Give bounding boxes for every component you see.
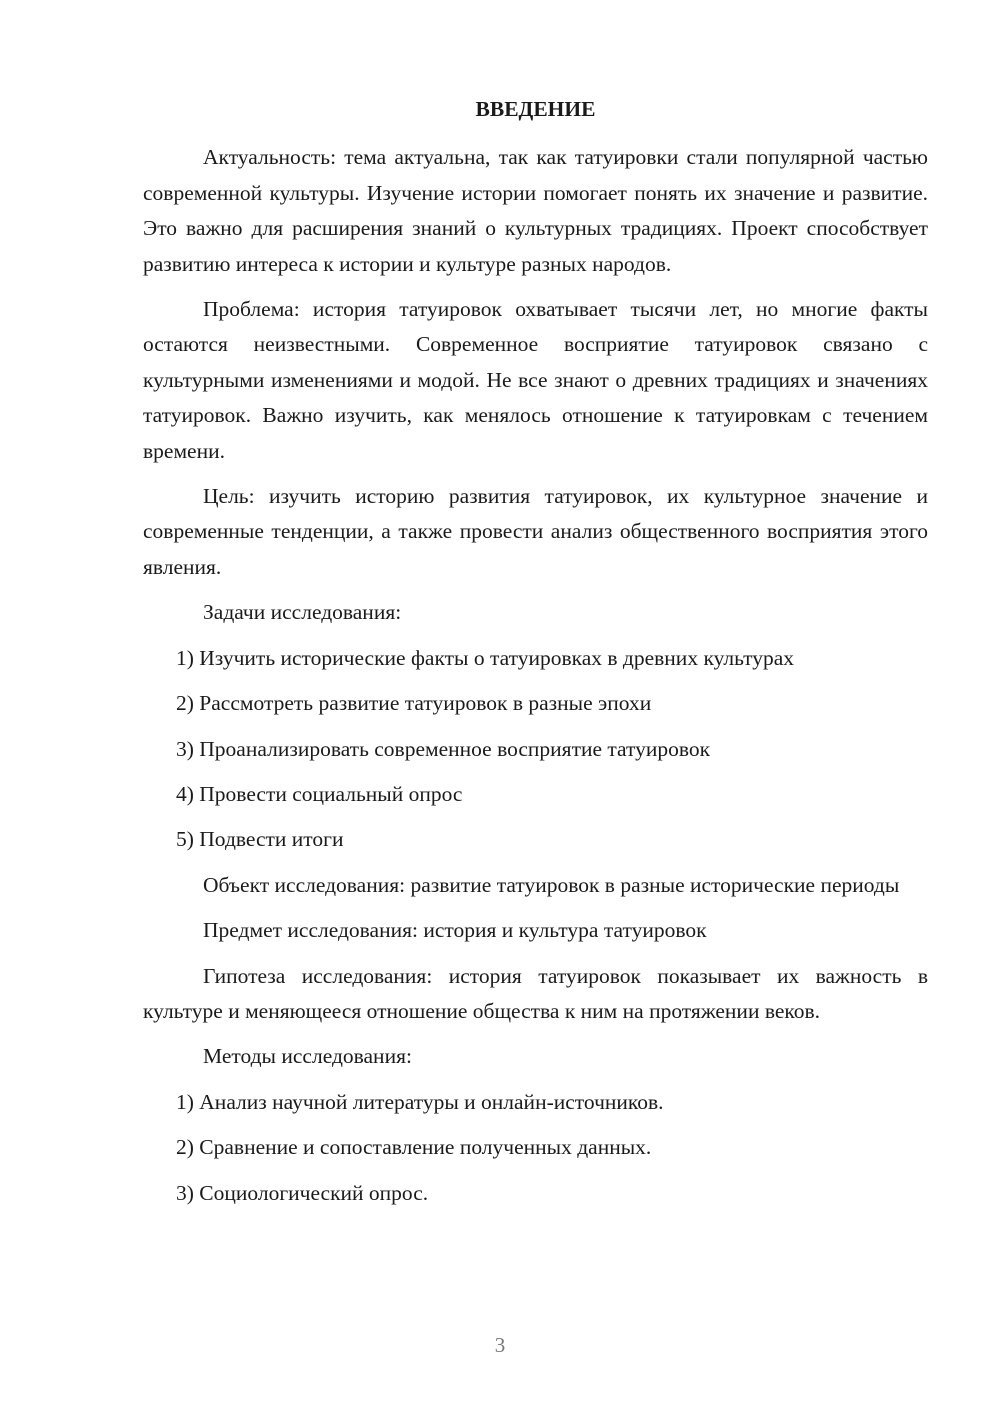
list-item: 5) Подвести итоги [176,827,344,852]
tasks-heading: Задачи исследования: [203,600,402,625]
page-number: 3 [494,1333,506,1357]
methods-list [143,1085,928,1211]
subject-paragraph: Предмет исследования: история и культура татуировок [203,918,707,943]
hypothesis-paragraph: Гипотеза исследования: история татуировок показывает их важность в культуре и меняющееся отношение общества к ним на протяжении веков. [143,963,928,1023]
list-item: 1) Изучить исторические факты о татуировках в древних культурах [176,645,795,670]
list-item: 3) Социологический опрос. [176,1180,429,1205]
relevance-paragraph: Актуальность: тема актуальна, так как татуировки стали популярной частью современной культуры. Изучение истории помогает понять их значение и развитие. Это важно для расширения знаний о культурных традициях. Проект способствует развитию интереса к истории и культуре разных народов. [143,145,928,276]
object-paragraph: Объект исследования: развитие татуировок в разные исторические периоды [203,872,900,897]
list-item: 4) Провести социальный опрос [176,781,463,806]
tasks-list [143,641,928,858]
methods-heading: Методы исследования: [203,1044,412,1069]
problem-paragraph: Проблема: история татуировок охватывает тысячи лет, но многие факты остаются неизвестными. Современное восприятие татуировок связано с культурными изменениями и модой. Не все знают о древних традициях и значениях татуировок. Важно изучить, как менялось отношение к татуировкам с течением времени. [143,297,928,463]
goal-paragraph: Цель: изучить историю развития татуировок, их культурное значение и современные тенденции, а также провести анализ общественного восприятия этого явления. [143,484,928,579]
list-item: 2) Сравнение и сопоставление полученных данных. [176,1135,652,1160]
list-item: 1) Анализ научной литературы и онлайн-источников. [176,1089,664,1114]
list-item: 3) Проанализировать современное восприятие татуировок [176,736,711,761]
list-item: 2) Рассмотреть развитие татуировок в разные эпохи [176,691,652,716]
section-title: ВВЕДЕНИЕ [475,97,596,121]
document-page [143,92,928,1221]
